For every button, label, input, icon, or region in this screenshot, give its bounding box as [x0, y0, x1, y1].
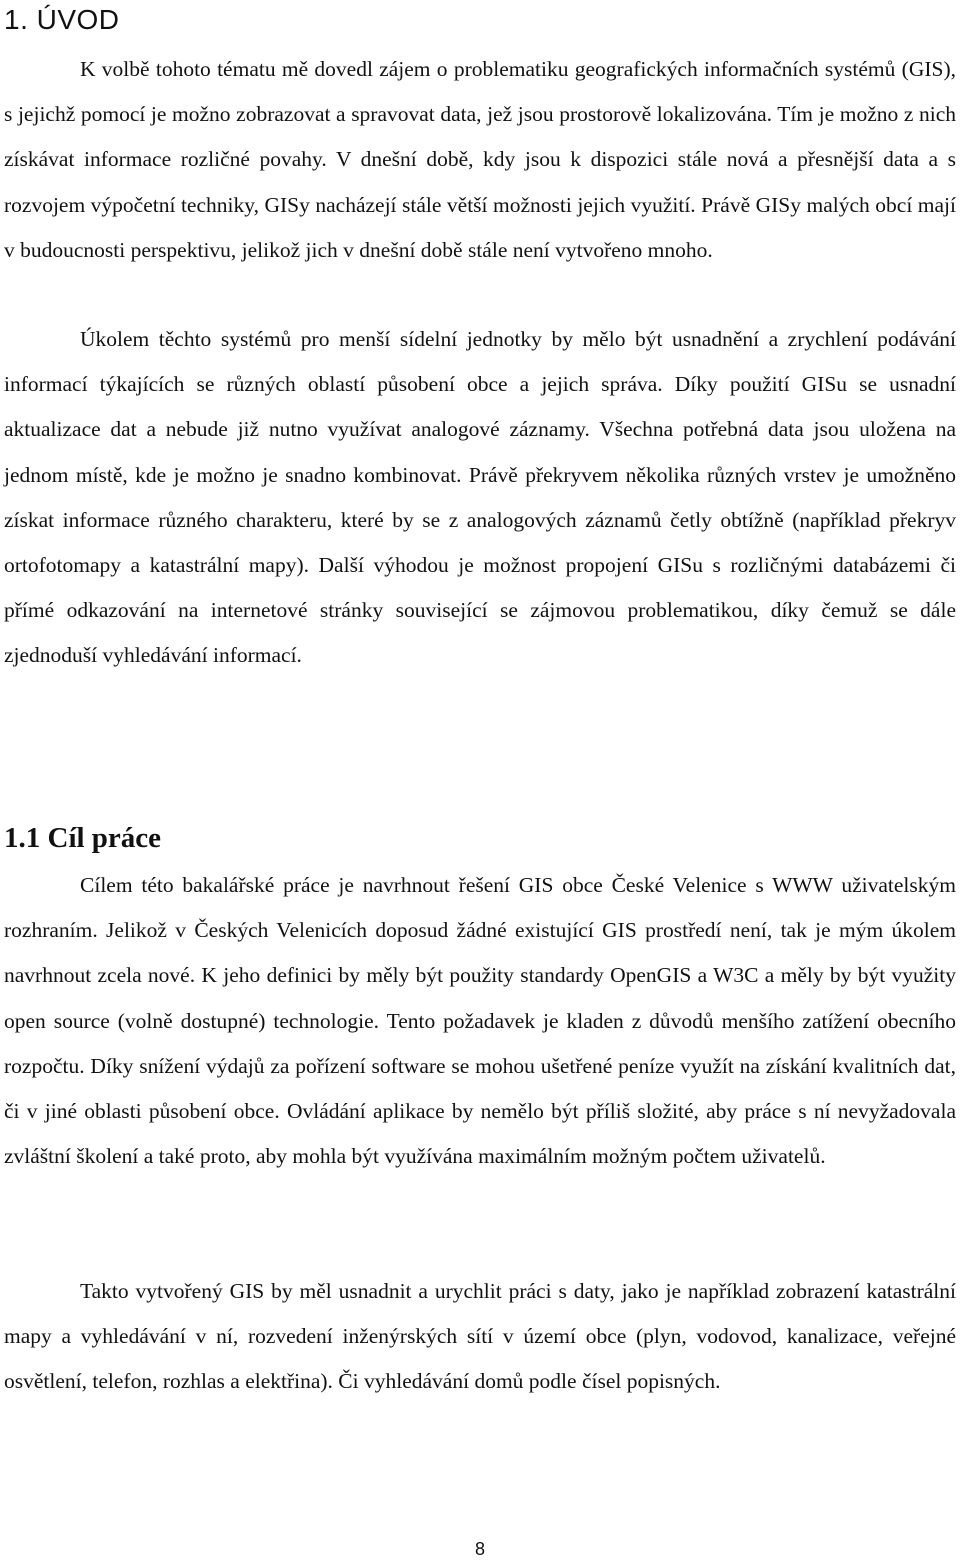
goal-paragraph-2: Takto vytvořený GIS by měl usnadnit a urychlit práci s daty, jako je například zobrazení katastrální mapy a vyhledávání v ní, rozvedení inženýrských sítí v území obce (plyn, vodovod, kanalizace, veřejné osvětlení, telefon, rozhlas a elektřina). Či vyhledávání domů podle čísel popisných.: [4, 1279, 956, 1394]
intro-paragraph-2: Úkolem těchto systémů pro menší sídelní jednotky by mělo být usnadnění a zrychlení podávání informací týkajících se různých oblastí působení obce a jejich správa. Díky použití GISu se usnadní aktualizace dat a nebude již nutno využívat analogové záznamy. Všechna potřebná data jsou uložena na jednom místě, kde je možno je snadno kombinovat. Právě překryvem několika různých vrstev je umožněno získat informace různého charakteru, které by se z analogových záznamů četly obtížně (například překryv ortofotomapy a katastrální mapy). Další výhodou je možnost propojení GISu s rozličnými databázemi či přímé odkazování na internetové stránky související se zájmovou problematikou, díky čemuž se dále zjednoduší vyhledávání informací.: [4, 327, 956, 668]
section-heading: 1.1 Cíl práce: [4, 822, 162, 854]
page-number: 8: [474, 1539, 485, 1559]
goal-paragraph-1: Cílem této bakalářské práce je navrhnout řešení GIS obce České Velenice s WWW uživatelským rozhraním. Jelikož v Českých Velenicích doposud žádné existující GIS prostředí není, tak je mým úkolem navrhnout zcela nové. K jeho definici by měly být použity standardy OpenGIS a W3C a měly by být využity open source (volně dostupné) technologie. Tento požadavek je kladen z důvodů menšího zatížení obecního rozpočtu. Díky snížení výdajů za pořízení software se mohou ušetřené peníze využít na získání kvalitních dat, či v jiné oblasti působení obce. Ovládání aplikace by nemělo být příliš složité, aby práce s ní nevyžadovala zvláštní školení a také proto, aby mohla být využívána maximálním možným počtem uživatelů.: [4, 873, 956, 1169]
chapter-heading: 1. ÚVOD: [4, 4, 120, 35]
intro-paragraph-1: K volbě tohoto tématu mě dovedl zájem o problematiku geografických informačních systémů (GIS), s jejichž pomocí je možno zobrazovat a spravovat data, jež jsou prostorově lokalizována. Tím je možno z nich získávat informace rozličné povahy. V dnešní době, kdy jsou k dispozici stále nová a přesnější data a s rozvojem výpočetní techniky, GISy nacházejí stále větší možnosti jejich využití. Právě GISy malých obcí mají v budoucnosti perspektivu, jelikož jich v dnešní době stále není vytvořeno mnoho.: [4, 57, 956, 262]
